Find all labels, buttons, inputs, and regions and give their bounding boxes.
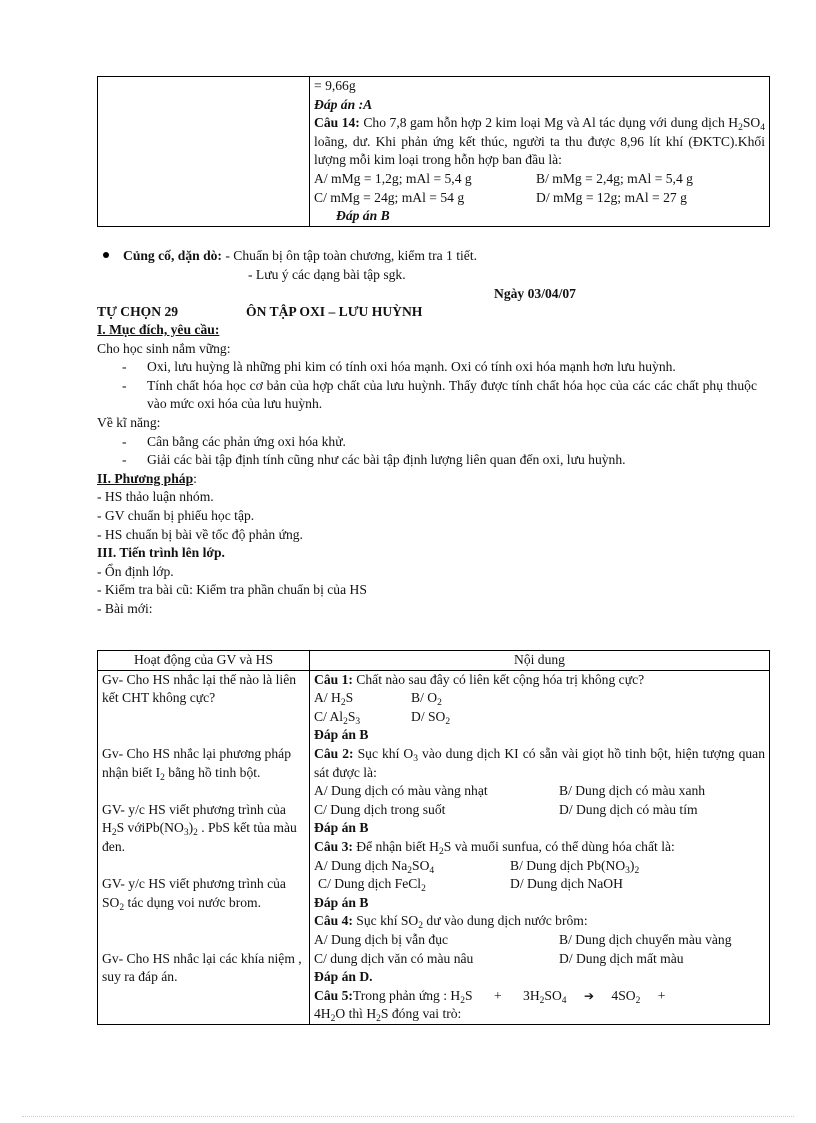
- lesson-body: [97, 321, 757, 619]
- q5-text: Câu 5:Trong phản ứng : $H_2S + 3H_2SO_4$ ➔ $4SO_2$ +: [314, 987, 666, 1006]
- list-item: - HS thảo luận nhóm.: [97, 489, 214, 505]
- activity-2: Gv- Cho HS nhắc lại phương pháp nhận biết $I_2$ bằng hồ tinh bột.: [102, 745, 291, 783]
- activity-3: GV- y/c HS viết phương trình của $H_2S$ $vớiPb(NO_3)_2$ . PbS kết tủa màu đen.: [102, 801, 297, 854]
- activity-cell-empty: [98, 77, 310, 227]
- activity-4: GV- y/c HS viết phương trình của $SO_2$ tác dụng voi nước brom.: [102, 876, 286, 913]
- consolidation-line-2: - Lưu ý các dạng bài tập sgk.: [248, 266, 406, 282]
- list-item: - Giải các bài tập định tính cũng như các bài tập định lượng liên quan đến oxi, lưu huỳnh.: [122, 452, 626, 468]
- q2-options-ab: [314, 782, 765, 801]
- lesson-date: Ngày 03/04/07: [494, 286, 576, 301]
- q14-option-d: D/ mMg = 12g; mAl = 27 g: [536, 189, 687, 205]
- q13-answer: Đáp án :A: [314, 96, 373, 112]
- list-item: - Cân bằng các phản ứng oxi hóa khử.: [122, 433, 346, 449]
- lesson-title: ÔN TẬP OXI – LƯU HUỲNH: [246, 304, 423, 319]
- skills-intro: Về kĩ năng:: [97, 414, 161, 430]
- q1-option-b: B/ $O_2$: [411, 690, 442, 709]
- lesson-code: TỰ CHỌN 29: [97, 304, 179, 319]
- q4-answer: Đáp án D.: [314, 969, 373, 985]
- list-item: - Oxi, lưu huỳng là những phi kim có tính oxi hóa mạnh. Oxi có tính oxi hóa mạnh hơn lưu huỳnh.: [122, 359, 676, 375]
- q2-option-b: B/ Dung dịch có màu xanh: [559, 783, 706, 799]
- q5-text-cont: $4H_2O$ thì $H_2S$ đóng vai trò:: [314, 1006, 462, 1025]
- list-item: - Bài mới:: [97, 600, 153, 616]
- list-item: - Kiểm tra bài cũ: Kiểm tra phần chuẩn bị của HS: [97, 582, 367, 598]
- q14-text: Câu 14: Cho 7,8 gam hỗn hợp 2 kim loại Mg và Al tác dụng với dung dịch $H_2SO_4$ loãng, dư. Khi phản ứng kết thúc, người ta thu được 8,96 lít khí (ĐKTC).Khối lượng mỗi kim loại trong hỗn hợp ban đầu là:: [314, 115, 765, 168]
- q4-option-a: A/ Dung dịch bị vẫn đục: [314, 931, 449, 947]
- q14-options-ab: [314, 170, 765, 189]
- q2-text: Câu 2: Sục khí $O_3$ vào dung dịch KI có sẵn vài giọt hồ tinh bột, hiện tượng quan sát được là:: [314, 745, 765, 780]
- q3-option-b: B/ Dung dịch $Pb(NO_3)_2$: [510, 857, 640, 876]
- q13-tail: = 9,66g: [314, 78, 356, 93]
- q1-option-a: A/ $H_2S$: [314, 690, 354, 709]
- q1-options-ab: [314, 689, 765, 708]
- consolidation-line-1: - Chuẩn bị ôn tập toàn chương, kiểm tra 1 tiết.: [221, 248, 478, 263]
- section1-intro: Cho học sinh nắm vững:: [97, 340, 231, 356]
- q2-answer: Đáp án B: [314, 820, 369, 836]
- consolidation-block: [103, 247, 477, 284]
- q14-option-b: B/ mMg = 2,4g; mAl = 5,4 g: [536, 170, 693, 186]
- q4-options-ab: [314, 931, 765, 950]
- q1-options-cd: [314, 708, 765, 727]
- q3-option-c: C/ Dung dịch FeCl$_2$: [318, 876, 426, 895]
- q3-options-ab: [314, 857, 765, 876]
- lesson-activities-table: [97, 650, 770, 1025]
- q4-options-cd: [314, 950, 765, 969]
- q3-option-a: A/ Dung dịch $Na_2SO_4$: [314, 857, 435, 876]
- page-bottom-rule: [22, 1116, 794, 1117]
- q3-options-cd: [314, 875, 765, 894]
- reaction-arrow-icon: ➔: [583, 988, 595, 1003]
- q14-options-cd: [314, 189, 765, 208]
- q3-option-d: D/ Dung dịch NaOH: [510, 876, 623, 892]
- activity-column: [98, 670, 310, 1024]
- list-item: - Ổn định lớp.: [97, 563, 174, 579]
- skills-list: [97, 433, 757, 470]
- q1-text: Câu 1: Chất nào sau đây có liên kết cộng hóa trị không cực?: [314, 671, 645, 687]
- header-content: Nội dung: [310, 651, 770, 671]
- bullet-icon: [103, 252, 109, 258]
- q4-option-d: D/ Dung dịch mất màu: [559, 950, 684, 966]
- q3-text: Câu 3: Để nhận biết $H_2S$ và muối sunfua, có thể dùng hóa chất là:: [314, 838, 675, 857]
- content-cell: [310, 77, 770, 227]
- section2-heading: II. Phương pháp: [97, 470, 194, 486]
- q1-option-c: C/ $Al_2S_3$: [314, 708, 361, 727]
- consolidation-label: Củng cố, dặn dò:: [123, 248, 222, 263]
- q14-option-a: A/ mMg = 1,2g; mAl = 5,4 g: [314, 170, 472, 186]
- q2-option-a: A/ Dung dịch có màu vàng nhạt: [314, 783, 488, 799]
- section3-heading: III. Tiến trình lên lớp.: [97, 545, 225, 561]
- q14-answer: Đáp án B: [336, 208, 390, 224]
- q3-answer: Đáp án B: [314, 894, 369, 910]
- q4-text: Câu 4: Sục khí $SO_2$ dư vào dung dịch nước brôm:: [314, 913, 588, 932]
- q1-answer: Đáp án B: [314, 727, 369, 743]
- q2-option-c: C/ Dung dịch trong suốt: [314, 801, 446, 817]
- content-column: [310, 670, 770, 1024]
- q1-option-d: D/ $SO_2$: [411, 708, 451, 727]
- previous-questions-table: [97, 76, 770, 227]
- q4-option-b: B/ Dung dịch chuyển màu vàng: [559, 931, 732, 947]
- list-item: - GV chuẩn bị phiếu học tập.: [97, 507, 255, 523]
- q2-option-d: D/ Dung dịch có màu tím: [559, 801, 698, 817]
- q4-option-c: C/ dung dịch văn có màu nâu: [314, 950, 474, 966]
- section1-list: [97, 358, 757, 414]
- activity-1: Gv- Cho HS nhắc lại thế nào là liên kết CHT không cực?: [102, 671, 297, 706]
- list-item: - Tính chất hóa học cơ bản của hợp chất của lưu huỳnh. Thấy được tính chất hóa học của các các chất phụ thuộc vào mức oxi hóa của lưu huỳnh.: [122, 377, 757, 412]
- q14-option-c: C/ mMg = 24g; mAl = 54 g: [314, 189, 465, 205]
- activity-5: Gv- Cho HS nhắc lại các khía niệm , suy ra đáp án.: [102, 950, 302, 985]
- section2-heading-row: II. Phương pháp:: [97, 470, 197, 486]
- q2-options-cd: [314, 801, 765, 820]
- list-item: - HS chuẩn bị bài về tốc độ phản ứng.: [97, 526, 303, 542]
- section1-heading: I. Mục đích, yêu cầu:: [97, 322, 220, 337]
- header-activity: Hoạt động của GV và HS: [98, 651, 310, 671]
